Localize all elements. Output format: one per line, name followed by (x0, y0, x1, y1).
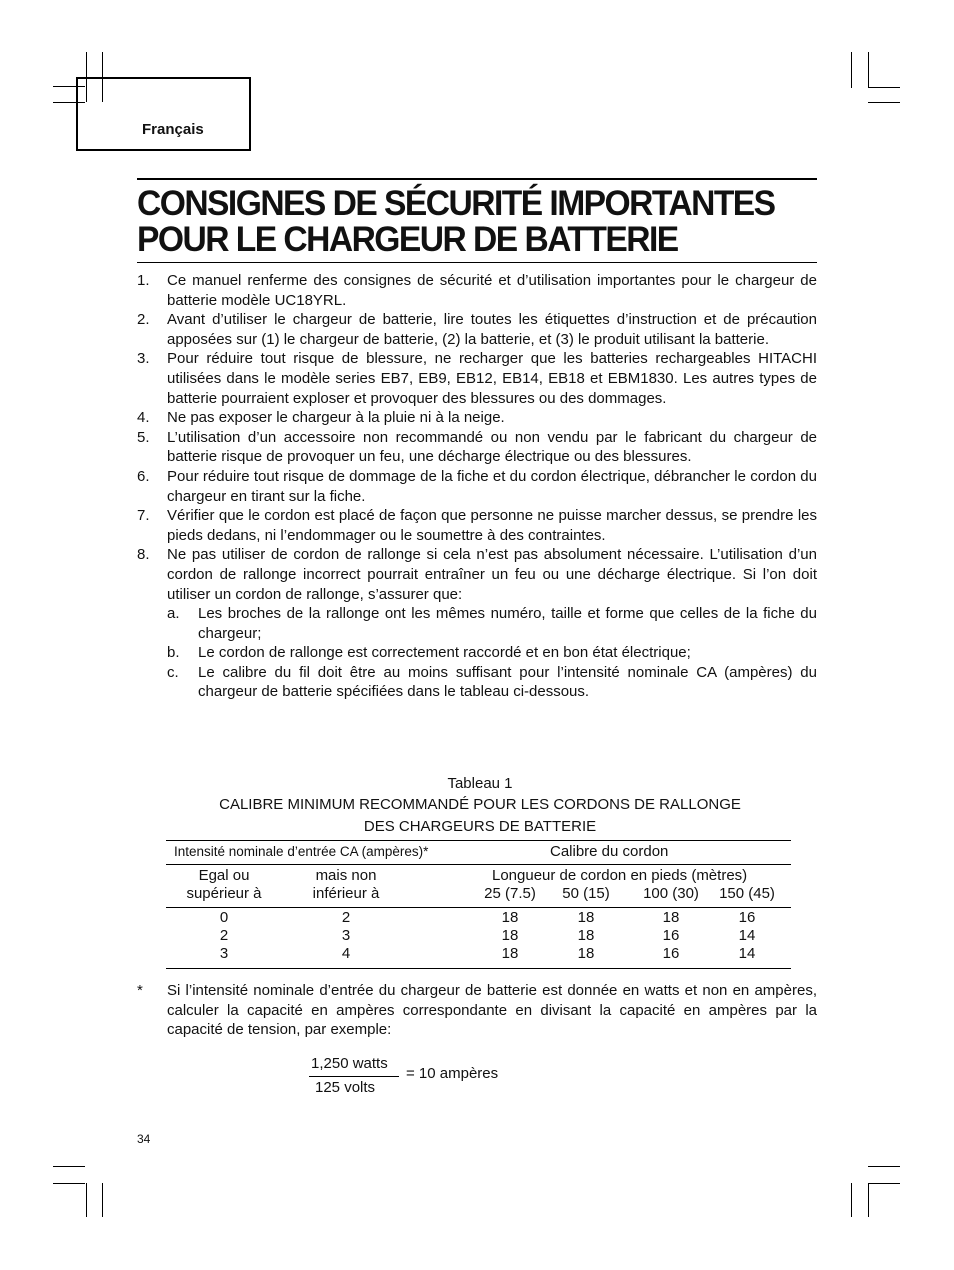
table-cell: 0 (219, 909, 229, 926)
sub-item-letter: b. (167, 644, 180, 662)
item-number: 7. (137, 507, 150, 525)
list-item (137, 271, 817, 310)
page-number: 34 (137, 1132, 151, 1146)
sub-item (167, 643, 817, 663)
crop-mark (851, 1183, 852, 1217)
footnote-text: Si l’intensité nominale d’entrée du chargeur de batterie est donnée en watts et non en ampères, calculer la capacité en ampères correspondante en divisant la capacité en ampères par la capacité de tension, par exemple: (167, 982, 817, 1039)
list-item (137, 467, 817, 506)
item-text: Ce manuel renferme des consignes de sécurité et d’utilisation importantes pour le chargeur de batterie modèle UC18YRL. (167, 272, 817, 309)
title-line-1: CONSIGNES DE SÉCURITÉ IMPORTANTES (137, 184, 775, 223)
cord-gauge-table (166, 840, 791, 969)
table-cell: 18 (501, 909, 519, 926)
crop-mark (868, 1166, 900, 1167)
formula-numerator: 1,250 watts (311, 1055, 388, 1072)
crop-mark (868, 1183, 869, 1217)
item-number: 3. (137, 350, 150, 368)
footnote-item (137, 981, 817, 1040)
language-label: Français (142, 121, 204, 138)
header-intensity: Intensité nominale d’entrée CA (ampères)* (174, 844, 429, 859)
table-cell: 18 (501, 927, 519, 944)
crop-mark (868, 1183, 900, 1184)
header-length-50: 50 (15) (562, 885, 610, 902)
header-gauge: Calibre du cordon (550, 843, 669, 860)
header-max: mais non (315, 867, 377, 884)
sub-item (167, 604, 817, 643)
page-title (137, 186, 790, 258)
table-divider (166, 907, 791, 908)
header-length-150: 150 (45) (719, 885, 775, 902)
item-number: 8. (137, 546, 150, 564)
item-text: Ne pas exposer le chargeur à la pluie ni à la neige. (167, 409, 505, 427)
crop-mark (868, 102, 900, 103)
header-length-25: 25 (7.5) (484, 885, 536, 902)
formula-denominator: 125 volts (315, 1079, 376, 1096)
item-number: 1. (137, 272, 150, 289)
item-text: Pour réduire tout risque de blessure, ne recharger que les batteries rechargeables HITACHI utilisées dans le modèle series EB7, EB9, EB12, EB14, EB18 et EBM1830. Les autres types de batterie pourraient exploser et provoquer des blessures ou des dommages. (167, 350, 817, 407)
header-min: Egal ou (198, 867, 250, 884)
table-cell: 18 (577, 945, 595, 962)
fraction-bar (309, 1076, 399, 1077)
item-number: 4. (137, 409, 150, 427)
list-item (137, 310, 817, 349)
item-text: Pour réduire tout risque de dommage de la fiche et du cordon électrique, débrancher le cordon du chargeur en tirant sur la fiche. (167, 467, 817, 505)
sub-item-text: Le calibre du fil doit être au moins suffisant pour l’intensité nominale CA (ampères) du chargeur de batterie spécifiées dans le tableau ci-dessous. (198, 663, 817, 701)
item-text: Ne pas utiliser de cordon de rallonge si cela n’est pas absolument nécessaire. L’utilisation d’un cordon de rallonge incorrect pourrait entraîner un feu ou une décharge électrique. Si l’on doit utiliser un cordon de rallonge, s’assurer que: (167, 546, 817, 603)
list-item (137, 428, 817, 467)
table-cell: 4 (341, 945, 351, 962)
crop-mark (851, 52, 852, 88)
table-cell: 18 (577, 909, 595, 926)
formula-result: = 10 ampères (406, 1065, 499, 1082)
crop-mark (86, 1183, 87, 1217)
item-text: Avant d’utiliser le chargeur de batterie, lire toutes les étiquettes d’instruction et de précaution apposées sur (1) le chargeur de batterie, (2) la batterie, et (3) le produit utilisant la batterie. (167, 311, 817, 348)
header-min: supérieur à (186, 885, 262, 902)
table-cell: 16 (662, 927, 680, 944)
crop-mark (53, 1183, 85, 1184)
table-cell: 14 (738, 945, 756, 962)
header-length-100: 100 (30) (643, 885, 699, 902)
item-number: 6. (137, 467, 150, 485)
sub-item-letter: a. (167, 605, 180, 623)
list-item (137, 408, 817, 428)
table-cell: 16 (662, 945, 680, 962)
list-item (137, 349, 817, 408)
table-divider (166, 864, 791, 865)
sub-item-text: Les broches de la rallonge ont les mêmes numéro, taille et forme que celles de la fiche du chargeur; (198, 605, 817, 642)
item-number: 5. (137, 428, 150, 446)
title-line-2: POUR LE CHARGEUR DE BATTERIE (137, 220, 678, 259)
table-cell: 2 (219, 927, 229, 944)
table-caption-subtitle: DES CHARGEURS DE BATTERIE (363, 818, 597, 835)
table-cell: 16 (738, 909, 756, 926)
table-cell: 14 (738, 927, 756, 944)
table-cell: 18 (662, 909, 680, 926)
crop-mark (53, 1166, 85, 1167)
table-caption-title: CALIBRE MINIMUM RECOMMANDÉ POUR LES CORDONS DE RALLONGE (219, 796, 741, 813)
crop-mark (868, 87, 900, 88)
language-tab (76, 77, 251, 151)
sub-item (167, 663, 817, 702)
footnote-mark: * (137, 982, 143, 999)
table-cell: 18 (577, 927, 595, 944)
item-text: Vérifier que le cordon est placé de façon que personne ne puisse marcher dessus, se prendre les pieds dedans, ni l’endommager ou le soumettre à des contraintes. (167, 507, 817, 544)
header-max: inférieur à (312, 885, 380, 902)
table-caption-number: Tableau 1 (447, 775, 513, 792)
crop-mark (102, 1183, 103, 1217)
title-block (137, 178, 817, 263)
list-item (137, 506, 817, 545)
list-item (137, 545, 817, 702)
item-text: L’utilisation d’un accessoire non recommandé ou non vendu par le fabricant du chargeur de batterie risque de provoquer un feu, une décharge électrique ou des blessures. (167, 428, 817, 466)
table-cell: 18 (501, 945, 519, 962)
crop-mark (868, 52, 869, 88)
header-length: Longueur de cordon en pieds (mètres) (492, 867, 748, 884)
item-number: 2. (137, 311, 150, 329)
sub-item-letter: c. (167, 663, 179, 681)
sub-item-text: Le cordon de rallonge est correctement raccordé et en bon état électrique; (198, 644, 691, 662)
table-cell: 3 (219, 945, 229, 962)
safety-list (137, 271, 817, 702)
table-cell: 3 (341, 927, 351, 944)
table-cell: 2 (341, 909, 351, 926)
footnote (137, 981, 817, 1040)
